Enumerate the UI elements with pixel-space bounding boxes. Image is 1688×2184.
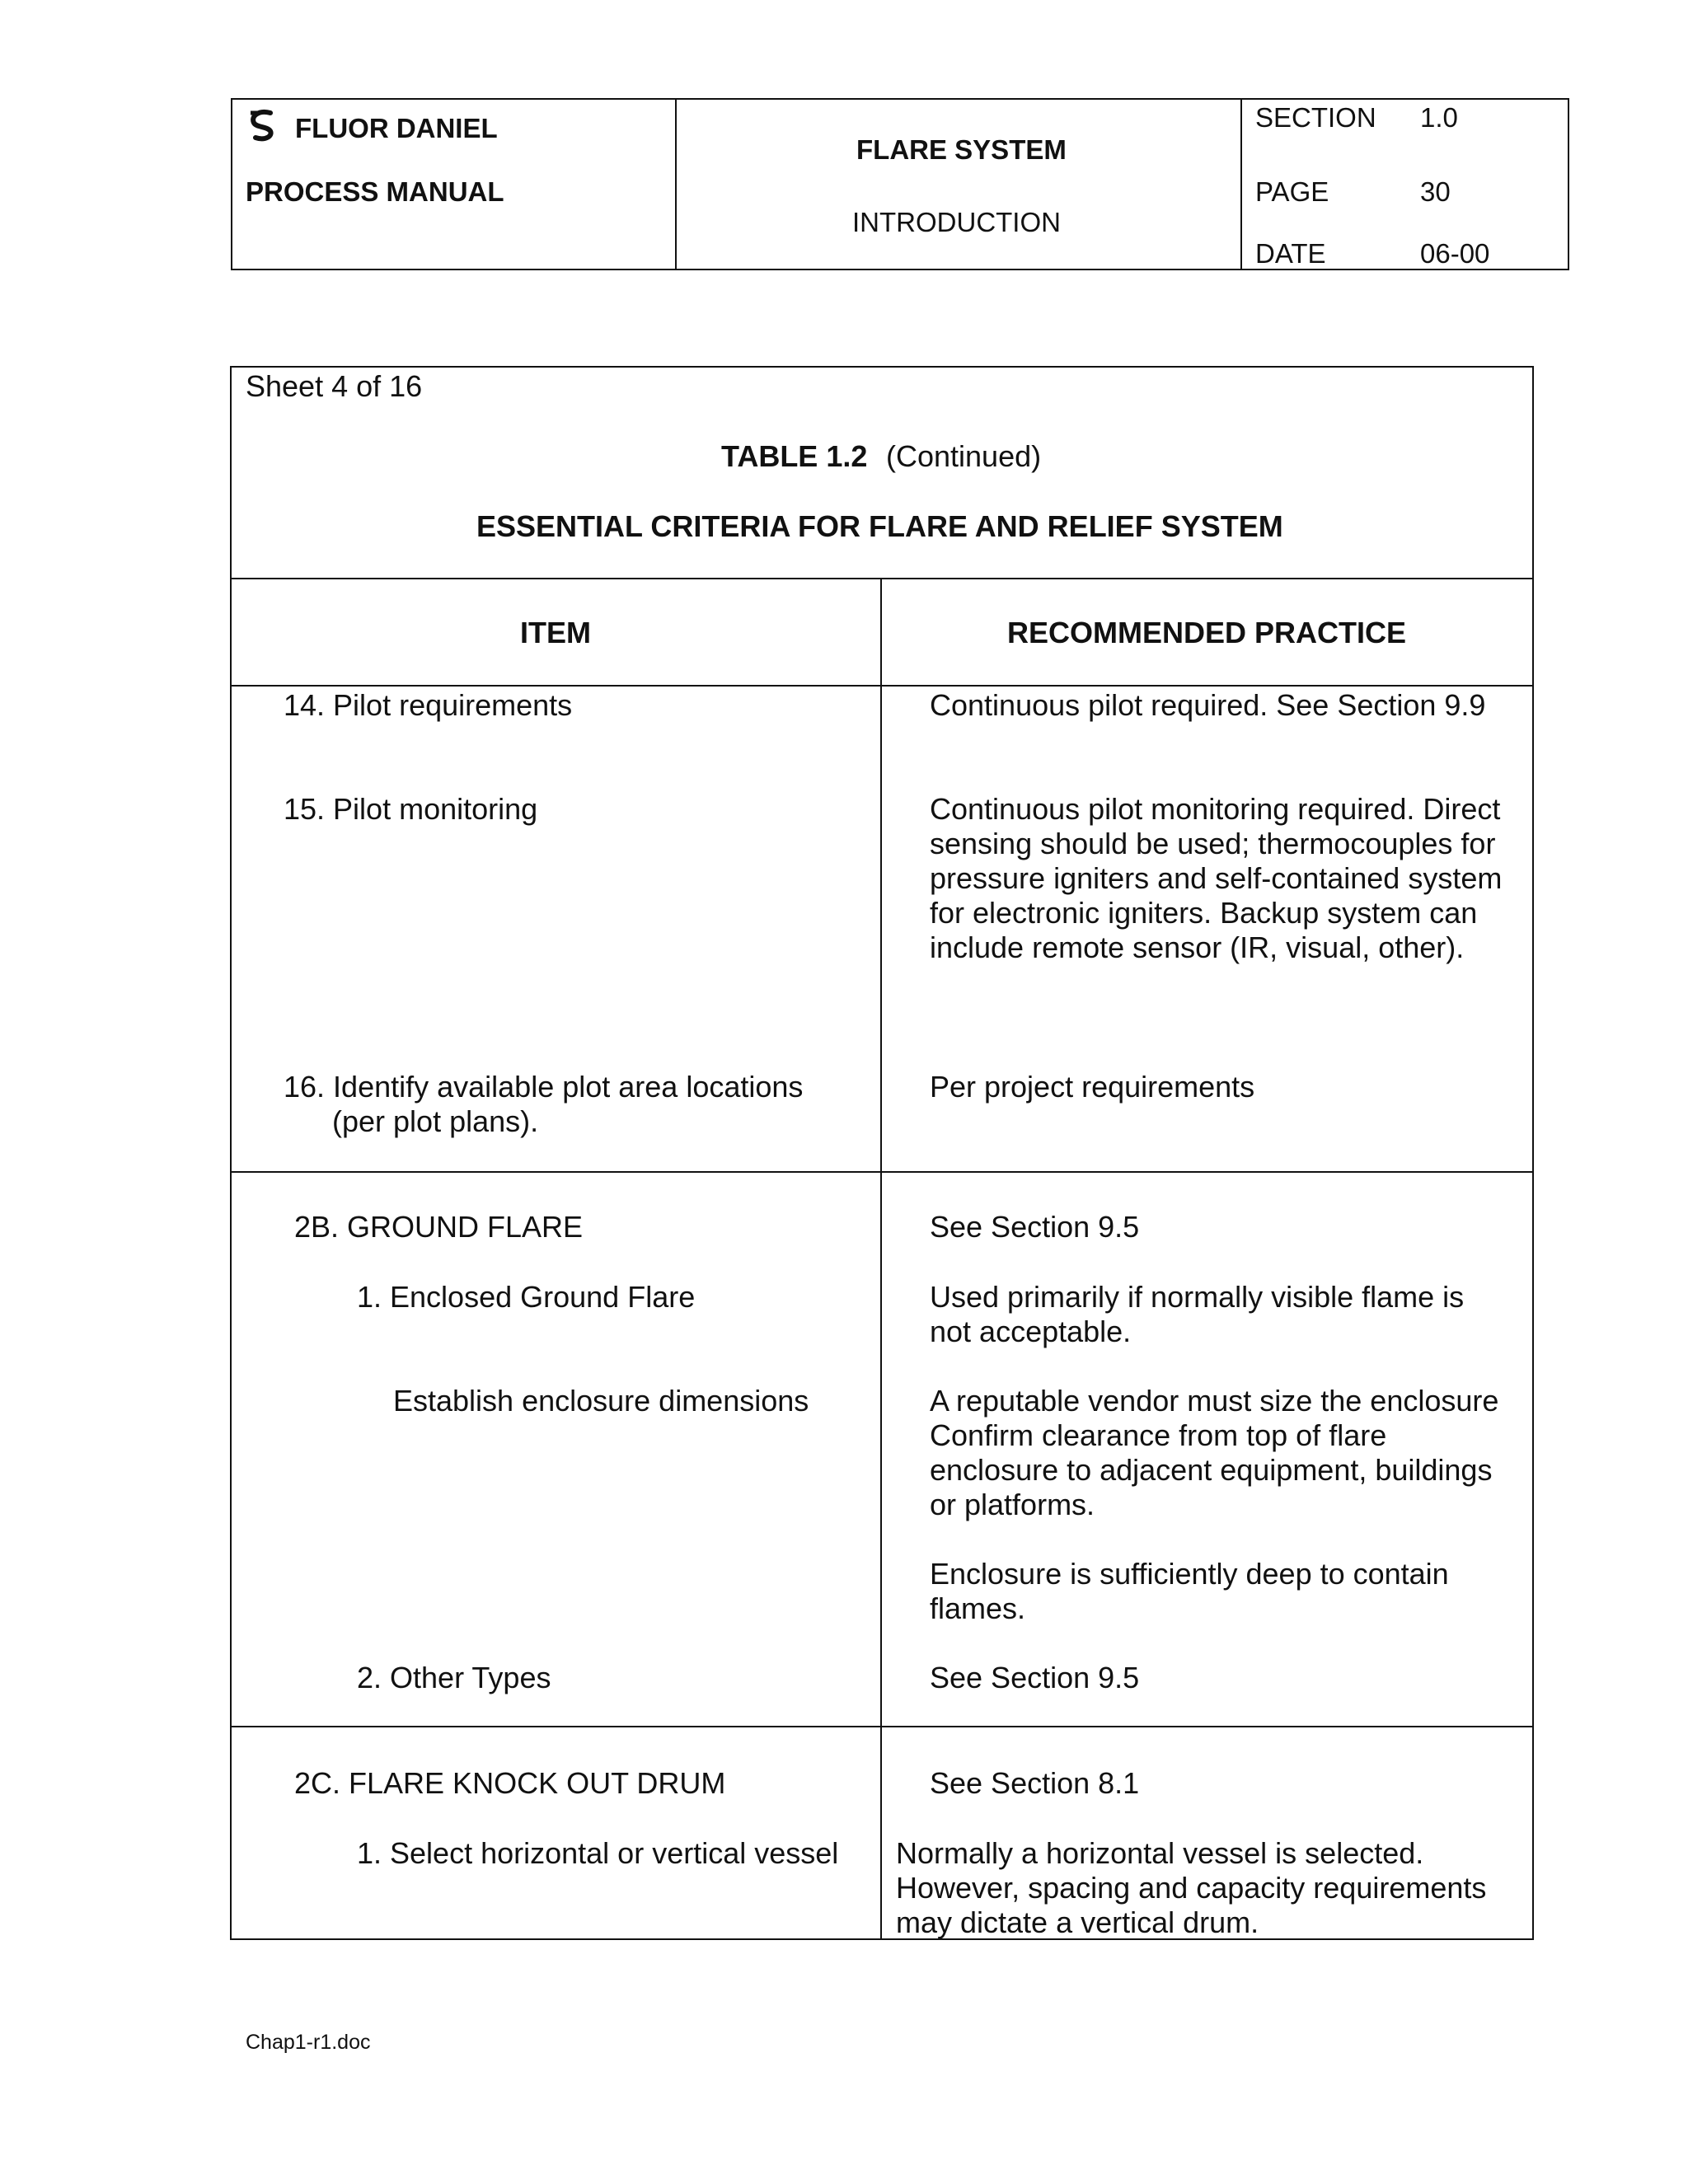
fluor-daniel-logo-icon [246,108,282,144]
practice-line: not acceptable. [930,1315,1132,1348]
date-value: 06-00 [1420,238,1490,269]
practice-line: Confirm clearance from top of flare [930,1418,1387,1452]
column-header-item: ITEM [520,616,591,649]
document-subtitle: INTRODUCTION [852,207,1061,237]
company-name: FLUOR DANIEL [295,113,498,143]
item-2b-1-enclosed: 1. Enclosed Ground Flare [357,1280,696,1314]
practice-line: may dictate a vertical drum. [896,1905,1259,1939]
table-rule [232,578,1532,579]
header-title-cell [677,100,1242,269]
practice-line: Normally a horizontal vessel is selected. [896,1836,1424,1870]
practice-2b-1-depth [930,1557,1449,1626]
item-2b-ground-flare: 2B. GROUND FLARE [294,1210,584,1244]
practice-line: enclosure to adjacent equipment, buildings [930,1453,1493,1487]
practice-14: Continuous pilot required. See Section 9.9 [930,688,1486,722]
item-16: 16. Identify available plot area locations [284,1070,804,1104]
practice-line: Enclosure is sufficiently deep to contain [930,1557,1449,1591]
page-label: PAGE [1255,176,1329,207]
practice-line: However, spacing and capacity requirements [896,1871,1487,1905]
column-divider [880,578,882,1938]
section-label: SECTION [1255,102,1376,133]
practice-15 [930,792,1502,965]
practice-line: Continuous pilot monitoring required. Direct [930,792,1501,826]
practice-line: A reputable vendor must size the enclosure [930,1384,1499,1418]
practice-line: Used primarily if normally visible flame is [930,1280,1465,1314]
table-continued: (Continued) [886,439,1042,473]
page-value: 30 [1420,176,1451,207]
practice-2b-1 [930,1280,1464,1349]
item-2c-knock-out-drum: 2C. FLARE KNOCK OUT DRUM [294,1766,726,1800]
sheet-number: Sheet 4 of 16 [246,369,423,403]
item-2c-1-vessel: 1. Select horizontal or vertical vessel [357,1836,839,1870]
manual-name: PROCESS MANUAL [246,176,504,207]
item-2b-1-dimensions: Establish enclosure dimensions [393,1384,809,1418]
item-16-continued: (per plot plans). [332,1104,539,1138]
practice-2c-1 [896,1836,1486,1940]
practice-line: flames. [930,1591,1026,1625]
document-title: FLARE SYSTEM [856,134,1067,165]
practice-2b: See Section 9.5 [930,1210,1140,1244]
practice-2b-1-dimensions [930,1384,1498,1522]
column-header-practice: RECOMMENDED PRACTICE [1007,616,1407,649]
practice-16: Per project requirements [930,1070,1255,1104]
table-rule [232,685,1532,687]
practice-2b-2: See Section 9.5 [930,1661,1140,1694]
table-number: TABLE 1.2 [721,439,868,473]
table-title: ESSENTIAL CRITERIA FOR FLARE AND RELIEF SYSTEM [476,509,1283,543]
table-rule [232,1726,1532,1727]
practice-line: include remote sensor (IR, visual, other). [930,930,1465,964]
document-header [231,98,1569,270]
item-15: 15. Pilot monitoring [284,792,538,826]
practice-line: pressure igniters and self-contained system [930,861,1503,895]
item-2b-2-other: 2. Other Types [357,1661,551,1694]
date-label: DATE [1255,238,1326,269]
practice-line: or platforms. [930,1488,1095,1521]
criteria-table [230,366,1534,1940]
practice-line: for electronic igniters. Backup system can [930,896,1478,930]
section-value: 1.0 [1420,102,1458,133]
practice-line: sensing should be used; thermocouples for [930,827,1496,860]
practice-2c: See Section 8.1 [930,1766,1140,1800]
table-rule [232,1171,1532,1173]
item-14: 14. Pilot requirements [284,688,573,722]
footer-filename: Chap1-r1.doc [246,2031,371,2054]
